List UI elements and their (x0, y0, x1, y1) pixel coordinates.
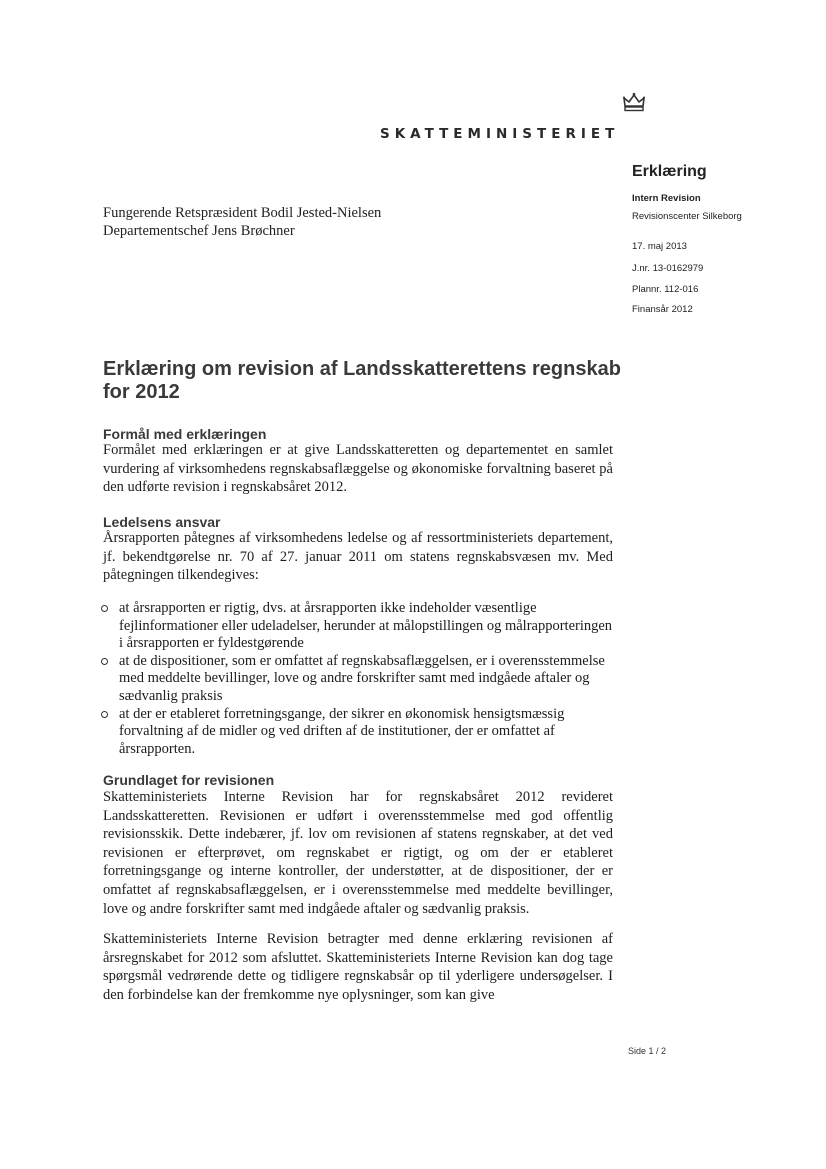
page-number: Side 1 / 2 (628, 1046, 667, 1056)
section-heading-purpose: Formål med erklæringen (103, 426, 267, 442)
document-type: Erklæring (632, 163, 707, 180)
paragraph-management: Årsrapporten påtegnes af virksomhedens ledelse og af ressortministeriets departement, jf. bekendtgørelse nr. 70 af 27. januar 2011 om statens regnskabsvæsen mv. Med påtegningen tilkendegives: (103, 530, 613, 584)
paragraph-basis-1: Skatteministeriets Interne Revision har for regnskabsåret 2012 revideret Landsskatteretten. Revisionen er udført i overensstemmelse med god offentlig revisionsskik. Dette indebærer, jf. lov om revisionen af statens regnskaber, at det ved revisionen er efterprøvet, om regnskabet er rigtigt, og om der er etableret forretningsgange og interne kontroller, der understøtter, at de dispositioner, der er omfattet af regnskabsaflæggelsen, er i overensstemmelse med meddelte bevillinger, love og andre forskrifter samt med indgåede aftaler og sædvanlig praksis. (103, 789, 613, 917)
list-item: at der er etableret forretningsgange, der sikrer en økonomisk hensigtsmæssig forvaltning af de midler og ved driften af de institutioner, der er omfattet af årsrapporten. (101, 706, 613, 759)
list-item: at årsrapporten er rigtig, dvs. at årsrapporten ikke indeholder væsentlige fejlinformationer eller udeladelser, herunder at målopstillingen og målrapporteringen i årsrapporten er fyldestgørende (101, 600, 613, 653)
bullet-icon (101, 658, 108, 665)
section-heading-management: Ledelsens ansvar (103, 514, 221, 530)
recipient-1: Fungerende Retspræsident Bodil Jested-Nielsen (103, 205, 382, 221)
bullet-icon (101, 605, 108, 612)
journal-number: J.nr. 13-0162979 (632, 263, 704, 274)
recipient-2: Departementschef Jens Brøchner (103, 223, 295, 239)
royal-crown-icon (622, 92, 646, 114)
plan-number: Plannr. 112-016 (632, 284, 699, 295)
list-item: at de dispositioner, som er omfattet af regnskabsaflæggelsen, er i overensstemmelse med meddelte bevillinger, love og andre forskrifter samt med indgåede aftaler og sædvanlig praksis (101, 653, 613, 706)
page-title: Erklæring om revision af Landsskatterettens regnskab for 2012 (103, 358, 621, 403)
section-heading-basis: Grundlaget for revisionen (103, 772, 275, 788)
bullet-list (101, 600, 613, 758)
fiscal-year: Finansår 2012 (632, 304, 693, 315)
paragraph-purpose: Formålet med erklæringen er at give Landsskatteretten og departementet en samlet vurdering af virksomhedens regnskabsaflæggelse og økonomiske forvaltning baseret på den udførte revision i regnskabsåret 2012. (103, 442, 613, 496)
paragraph-basis-2: Skatteministeriets Interne Revision betragter med denne erklæring revisionen af årsregnskabet for 2012 som afsluttet. Skatteministeriets Interne Revision kan dog tage spørgsmål vedrørende dette og tidligere regnskabsår op til yderligere undersøgelser. I den forbindelse kan der fremkomme nye oplysninger, som kan give (103, 931, 613, 1003)
unit-name: Intern Revision (632, 193, 701, 204)
bullet-icon (101, 711, 108, 718)
center-name: Revisionscenter Silkeborg (632, 211, 742, 222)
ministry-logotype: SKATTEMINISTERIET (380, 126, 620, 142)
document-date: 17. maj 2013 (632, 241, 687, 252)
